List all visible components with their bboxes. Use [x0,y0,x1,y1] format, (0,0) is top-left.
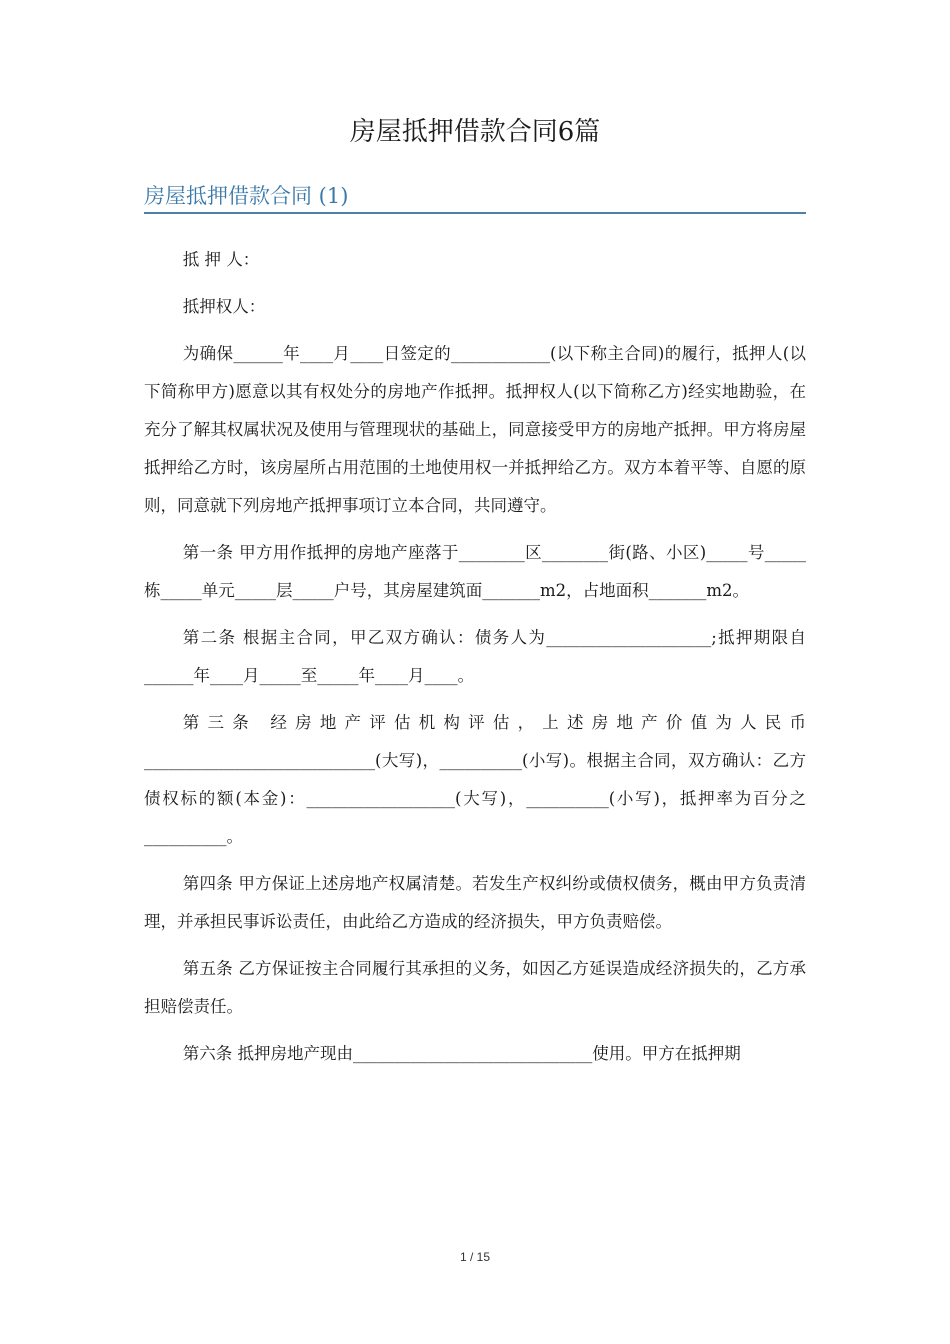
paragraph-mortgagor: 抵 押 人： [182,250,260,269]
section-heading: 房屋抵押借款合同 (1) [144,180,806,214]
document-title: 房屋抵押借款合同6篇 [349,117,601,147]
paragraph-mortgagee: 抵押权人： [182,297,266,316]
paragraph-article-5: 第五条 乙方保证按主合同履行其承担的义务，如因乙方延误造成经济损失的，乙方承担赔偿责任。 [144,959,806,1016]
page-number: 1 / 15 [459,1250,491,1264]
document-body [144,241,806,1082]
paragraph-article-6: 第六条 抵押房地产现由_____________________________使用。甲方在抵押期 [182,1044,741,1063]
paragraph-article-4: 第四条 甲方保证上述房地产权属清楚。若发生产权纠纷或债权债务，概由甲方负责清理，并承担民事诉讼责任，由此给乙方造成的经济损失，甲方负责赔偿。 [144,874,806,931]
paragraph-article-3: 第三条 经房地产评估机构评估，上述房地产价值为人民币____________________________(大写)，__________(小写)。根据主合同，双方确认：乙方债权标的额(本金)：__________________(大写)，__________(小写)，抵押率为百分之__________。 [144,713,806,846]
paragraph-article-2: 第二条 根据主合同，甲乙双方确认：债务人为____________________;抵押期限自______年____月_____至_____年____月____。 [144,628,806,685]
paragraph-article-1: 第一条 甲方用作抵押的房地产座落于________区________街(路、小区)_____号_____栋_____单元_____层_____户号，其房屋建筑面_______m2，占地面积_______m2。 [144,543,806,600]
paragraph-preamble: 为确保______年____月____日签定的____________(以下称主合同)的履行，抵押人(以下简称甲方)愿意以其有权处分的房地产作抵押。抵押权人(以下简称乙方)经实地勘验，在充分了解其权属状况及使用与管理现状的基础上，同意接受甲方的房地产抵押。甲方将房屋抵押给乙方时，该房屋所占用范围的土地使用权一并抵押给乙方。双方本着平等、自愿的原则，同意就下列房地产抵押事项订立本合同，共同遵守。 [144,344,806,515]
